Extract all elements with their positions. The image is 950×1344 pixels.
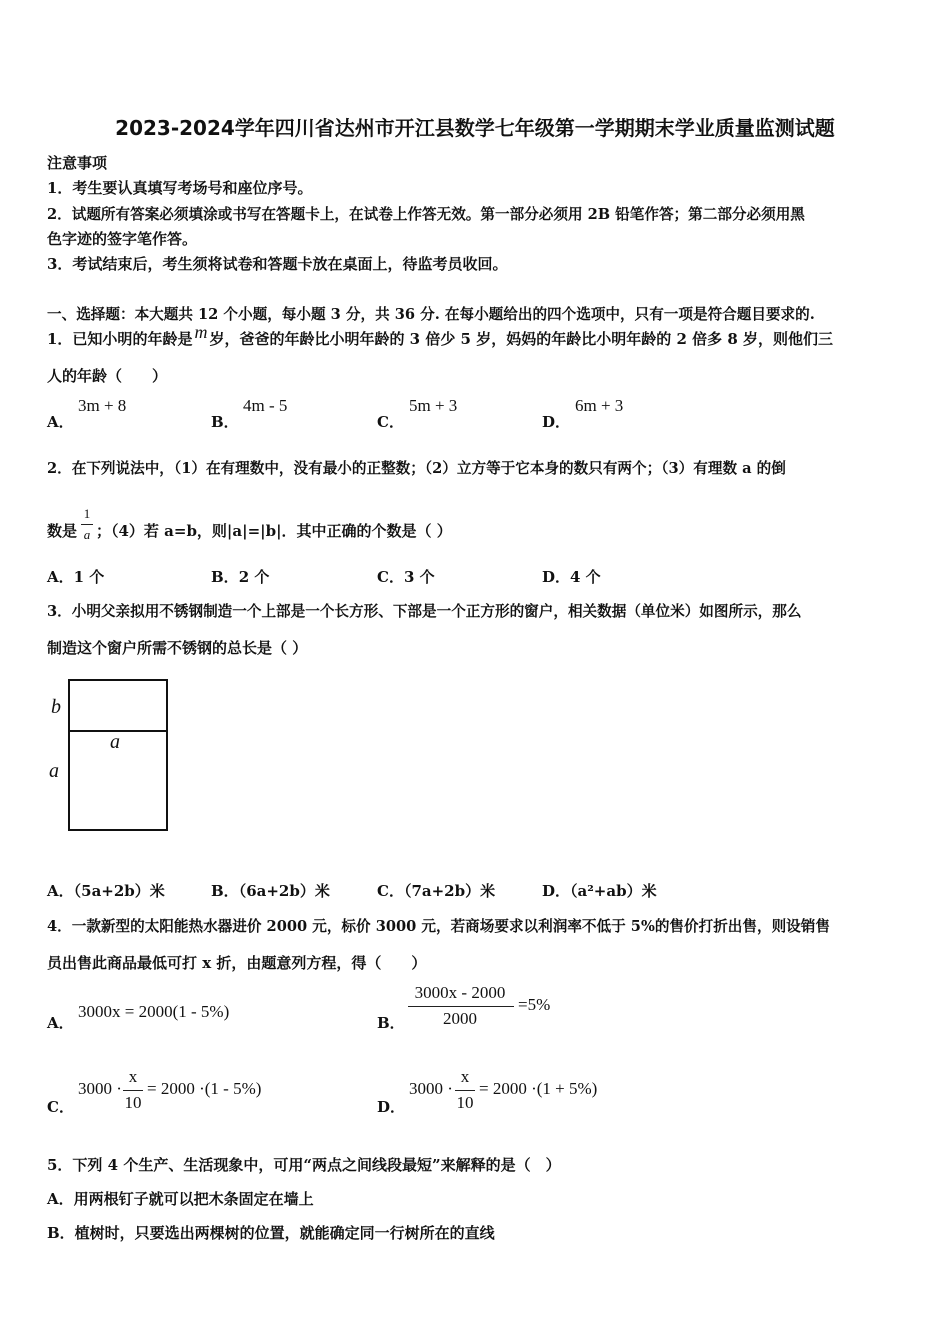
q5-option-b[interactable]: B．植树时，只要选出两棵树的位置，就能确定同一行树所在的直线: [47, 1224, 495, 1242]
q3-option-d[interactable]: D．（a²+ab）米: [542, 882, 657, 900]
q2-stem-c: ；（4）若 a=b，则|a|=|b|．其中正确的个数是（ ）: [96, 522, 452, 540]
q1-text-a: 1．已知小明的年龄是: [47, 330, 193, 348]
q4-stem: 4．一款新型的太阳能热水器进价 2000 元，标价 3000 元，若商场要求以利润率不低于 5%的售价打折出售，则设销售: [47, 918, 830, 935]
q3-option-c[interactable]: C．（7a+2b）米: [377, 882, 496, 900]
q4-option-a-math: 3000x = 2000(1 - 5%): [78, 1002, 230, 1021]
q1-stem-cont: 人的年龄（ ）: [47, 367, 168, 385]
q2-frac-den: a: [83, 527, 91, 542]
q3-option-a[interactable]: A．（5a+2b）米: [47, 882, 165, 900]
q4-option-c-rhs: = 2000 ·(1 - 5%): [147, 1079, 262, 1098]
q1-text-b: 岁，爸爸的年龄比小明年龄的 3 倍少 5 岁，妈妈的年龄比小明年龄的 2 倍多 8 岁，则他们三: [209, 330, 833, 348]
q4-option-c-label[interactable]: C．: [47, 1098, 74, 1116]
q4-option-b-num: 3000x - 2000: [414, 983, 506, 1002]
q4-option-b-rhs: =5%: [518, 995, 551, 1014]
page-title: 2023-2024学年四川省达州市开江县数学七年级第一学期期末学业质量监测试题: [115, 116, 835, 140]
figure-label-a-top: a: [110, 731, 120, 753]
q2-frac-line: [81, 524, 93, 525]
q4-option-c-num: x: [128, 1067, 138, 1086]
q2-frac-num: 1: [83, 506, 91, 521]
q4-option-b-line: [408, 1006, 514, 1007]
q2-option-a[interactable]: A．1 个: [47, 568, 105, 586]
notice-item-1: 1．考生要认真填写考场号和座位序号。: [47, 179, 313, 197]
figure-label-a-left: a: [49, 760, 59, 782]
window-figure: [68, 679, 168, 831]
q4-option-d-den: 10: [456, 1093, 474, 1112]
q2-stem-b: 数是: [47, 522, 78, 540]
q1-option-d-math: 6m + 3: [575, 396, 624, 415]
q2-option-d[interactable]: D．4 个: [542, 568, 601, 586]
section-heading: 一、选择题：本大题共 12 个小题，每小题 3 分，共 36 分. 在每小题给出的四个选项中，只有一项是符合题目要求的.: [47, 306, 815, 323]
q4-option-a-label[interactable]: A．: [47, 1014, 74, 1032]
q1-option-b-math: 4m - 5: [243, 396, 288, 415]
notice-item-2-cont: 色字迹的签字笔作答。: [47, 230, 198, 248]
q4-option-c-den: 10: [124, 1093, 142, 1112]
q1-option-d-label[interactable]: D．: [542, 413, 571, 431]
q4-option-d-lhs: 3000 ·: [409, 1079, 453, 1098]
q4-option-d-label[interactable]: D．: [377, 1098, 406, 1116]
figure-label-b: b: [51, 696, 61, 718]
q1-option-a-label[interactable]: A．: [47, 413, 74, 431]
q1-var: m: [194, 322, 208, 342]
q2-option-b[interactable]: B．2 个: [211, 568, 270, 586]
q2-option-c[interactable]: C．3 个: [377, 568, 435, 586]
notice-heading: 注意事项: [47, 154, 108, 172]
q5-stem: 5．下列 4 个生产、生活现象中，可用“两点之间线段最短”来解释的是（ ）: [47, 1156, 561, 1174]
q4-option-c-lhs: 3000 ·: [78, 1079, 122, 1098]
q4-option-b-den: 2000: [443, 1009, 477, 1028]
q3-stem: 3．小明父亲拟用不锈钢制造一个上部是一个长方形、下部是一个正方形的窗户，相关数据（单位米）如图所示，那么: [47, 603, 802, 620]
q4-option-b-label[interactable]: B．: [377, 1014, 405, 1032]
q1-stem: [47, 322, 833, 349]
q1-option-a-math: 3m + 8: [78, 396, 127, 415]
q3-stem-cont: 制造这个窗户所需不锈钢的总长是（ ）: [47, 639, 308, 657]
q4-option-d-line: [455, 1090, 475, 1091]
q4-option-d-rhs: = 2000 ·(1 + 5%): [479, 1079, 598, 1098]
q1-option-b-label[interactable]: B．: [211, 413, 239, 431]
notice-item-3: 3．考试结束后，考生须将试卷和答题卡放在桌面上，待监考员收回。: [47, 255, 508, 273]
q1-option-c-math: 5m + 3: [409, 396, 458, 415]
q4-option-c-line: [123, 1090, 143, 1091]
q4-stem-cont: 员出售此商品最低可打 x 折，由题意列方程，得（ ）: [47, 954, 427, 972]
notice-item-2: 2．试题所有答案必须填涂或书写在答题卡上，在试卷上作答无效。第一部分必须用 2B 铅笔作答；第二部分必须用黑: [47, 206, 805, 223]
q3-option-b[interactable]: B．（6a+2b）米: [211, 882, 330, 900]
q1-option-c-label[interactable]: C．: [377, 413, 404, 431]
q5-option-a[interactable]: A．用两根钉子就可以把木条固定在墙上: [47, 1190, 314, 1208]
q4-option-d-num: x: [460, 1067, 470, 1086]
q2-stem: 2．在下列说法中，（1）在有理数中，没有最小的正整数；（2）立方等于它本身的数只有两个；（3）有理数 a 的倒: [47, 460, 786, 477]
